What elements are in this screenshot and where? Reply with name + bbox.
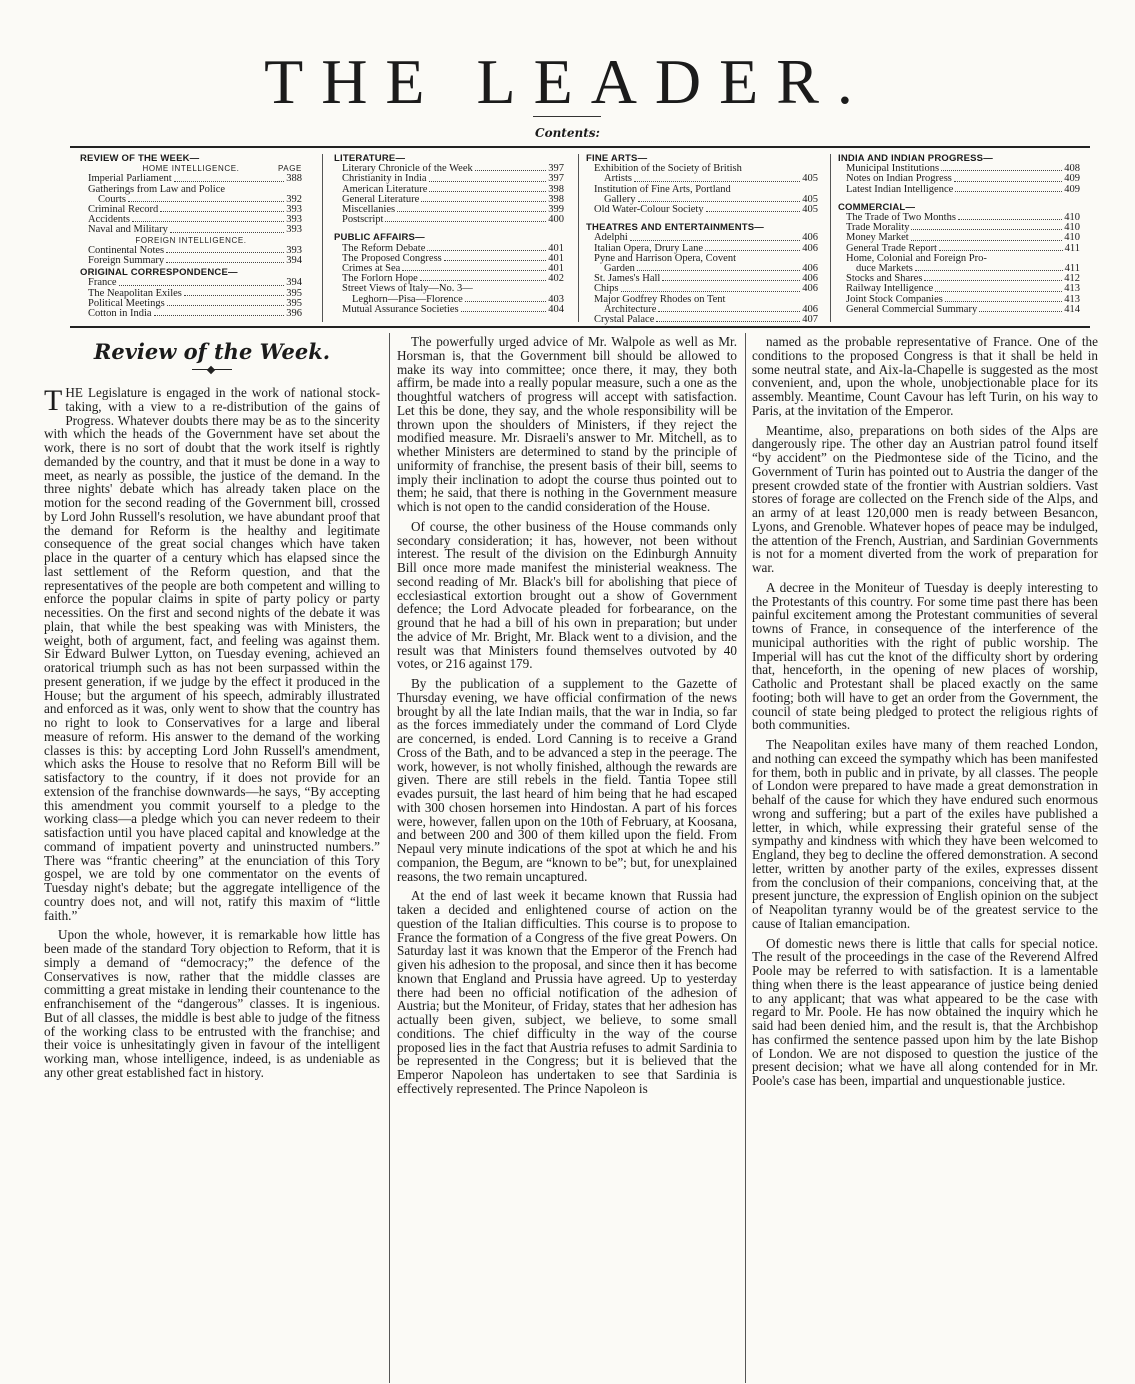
toc-entry-label: The Trade of Two Months — [846, 212, 956, 224]
toc-column-1 — [80, 152, 302, 319]
toc-leader-dots — [979, 305, 1062, 312]
article-paragraph — [44, 928, 380, 1079]
toc-entry-label: Street Views of Italy—No. 3— — [342, 283, 473, 295]
toc-leader-dots — [427, 244, 546, 251]
toc-leader-dots — [119, 278, 285, 285]
toc-entry-page: 393 — [286, 204, 302, 216]
toc-leader-dots — [397, 205, 546, 212]
toc-leader-dots — [915, 264, 1063, 271]
toc-entry-page: 407 — [802, 314, 818, 326]
toc-section-heading: COMMERCIAL— — [838, 201, 916, 213]
toc-leader-dots — [429, 174, 547, 181]
toc-section-heading: LITERATURE— — [334, 153, 406, 164]
toc-entry-label: Postscript — [342, 214, 384, 226]
toc-leader-dots — [154, 309, 285, 316]
toc-entry-label: Crystal Palace — [594, 314, 655, 326]
toc-section-heading: REVIEW OF THE WEEK— — [80, 153, 200, 164]
toc-entry-page: 408 — [1064, 163, 1080, 175]
toc-entry — [334, 215, 564, 225]
toc-entry-label: Political Meetings — [88, 297, 165, 309]
toc-entry-page: 395 — [286, 287, 302, 299]
toc-entry-page: 414 — [1064, 303, 1080, 315]
toc-entry-page: 410 — [1064, 222, 1080, 234]
toc-entry-label: Accidents — [88, 214, 130, 226]
toc-entry-page: 406 — [802, 303, 818, 315]
toc-leader-dots — [128, 195, 284, 202]
toc-subheading: HOME INTELLIGENCE. PAGE — [142, 164, 302, 174]
toc-entry-page: 405 — [802, 204, 818, 216]
toc-entry-page: 409 — [1064, 183, 1080, 195]
toc-leader-dots — [954, 174, 1062, 181]
toc-entry — [586, 315, 818, 325]
toc-entry-label: France — [88, 277, 117, 289]
toc-leader-dots — [385, 215, 546, 222]
article-paragraph — [44, 386, 380, 922]
toc-entry-label: Literary Chronicle of the Week — [342, 163, 473, 175]
table-of-contents — [70, 146, 1090, 328]
toc-entry-label: Leghorn—Pisa—Florence — [352, 293, 463, 305]
toc-leader-dots — [621, 284, 801, 291]
toc-entry-label: Institution of Fine Arts, Portland — [594, 183, 731, 195]
toc-entry-page: 398 — [548, 183, 564, 195]
article-column-1 — [44, 335, 380, 1080]
toc-section-heading: ORIGINAL CORRESPONDENCE— — [80, 267, 238, 279]
toc-leader-dots — [132, 215, 284, 222]
toc-entry-label: The Proposed Congress — [342, 252, 442, 264]
toc-entry-page: 411 — [1064, 242, 1080, 254]
toc-entry-label: General Trade Report — [846, 242, 937, 254]
article-column-2 — [397, 335, 737, 1096]
toc-entry-label: Gallery — [604, 193, 636, 205]
toc-leader-dots — [924, 274, 1062, 281]
toc-entry — [586, 274, 818, 284]
column-rule — [389, 333, 390, 1383]
toc-entry — [586, 205, 818, 215]
toc-entry-page: 413 — [1064, 293, 1080, 305]
toc-entry-label: Crimes at Sea — [342, 263, 401, 275]
article-column-3 — [752, 335, 1098, 1088]
toc-entry-label: Miscellanies — [342, 204, 396, 216]
toc-entry — [838, 185, 1080, 195]
toc-section-heading: INDIA AND INDIAN PROGRESS— — [838, 153, 993, 164]
toc-entry-page: 404 — [548, 303, 564, 315]
toc-leader-dots — [941, 164, 1062, 171]
toc-divider — [322, 154, 323, 322]
toc-page-label: PAGE — [277, 164, 302, 174]
toc-leader-dots — [174, 174, 285, 181]
article-paragraph: The Neapolitan exiles have many of them reached London, and nothing can exceed the sympathy which has been manifested for them, both in public and in private, by all classes. The people of London were prepared to have made a great demonstration in behalf of the cause for which they have endured such enormous wrong and suffering; but a part of the exiles have published a letter, in which, while expressing their grateful sense of the sympathy and kindness with which they have been welcomed to England, they beg to decline the offered demonstration. A second letter, written by another party of the exiles, expresses dissent from the conclusion of their companions, conceiving that, at the present juncture, the expression of English opinion on the subject of Neapolitan tyranny would be of the greatest service to the cause of Italian emancipation. — [752, 737, 1098, 931]
toc-leader-dots — [630, 233, 800, 240]
toc-leader-dots — [160, 205, 284, 212]
paragraph-text: Upon the whole, however, it is remarkable how little has been made of the standard Tory objection to Reform, that it is simply a demand of “democracy;” the defence of the Conservatives is now, rather that the middle classes are committing a great mistake in lending their countenance to the enfranchisement of the “dangerous” classes. It is ingenious. But of all classes, the middle is best able to judge of the fitness of the working class to be entrusted with the franchise; and their voice is unhesitatingly given in favour of the intelligent working man, whose intelligence, indeed, is as undeniable as any other great established fact in history. — [44, 927, 380, 1080]
toc-leader-dots — [638, 195, 801, 202]
toc-entry-page: 397 — [548, 173, 564, 185]
toc-entry — [334, 305, 564, 315]
toc-leader-dots — [444, 254, 547, 261]
toc-column-2 — [334, 152, 564, 315]
article-paragraph: Of domestic news there is little that calls for special notice. The result of the proceedings in the case of the Reverend Alfred Poole may be referred to with satisfaction. It is a lamentable thing when there is the least appearance of justice being denied to any applicant; that was what appeared to be the case with regard to Mr. Poole. He has now obtained the inquiry which he said had been denied him, and the result is, that the Archbishop has confirmed the sentence passed upon him by the late Bishop of London. We are not disposed to question the justice of the present decision; what we have all along contended for in Mr. Poole's case has been, impartial and unquestionable justice. — [752, 935, 1098, 1088]
toc-entry-page: 393 — [286, 244, 302, 256]
toc-entry-label: Municipal Institutions — [846, 163, 940, 175]
toc-entry-label: Architecture — [604, 303, 657, 315]
toc-entry-page: 406 — [802, 273, 818, 285]
toc-section-heading: PUBLIC AFFAIRS— — [334, 232, 425, 244]
toc-entry-label: Mutual Assurance Societies — [342, 303, 459, 315]
ornament-divider — [192, 369, 232, 370]
toc-entry-page: 394 — [286, 255, 302, 267]
toc-entry-label: Chips — [594, 283, 619, 295]
toc-entry-label: St. James's Hall — [594, 273, 661, 285]
toc-entry-label: Exhibition of the Society of British — [594, 163, 742, 175]
toc-entry-label: The Neapolitan Exiles — [88, 287, 182, 299]
toc-entry-label: Courts — [98, 193, 127, 205]
toc-entry-page: 401 — [548, 242, 564, 254]
toc-entry-label: Trade Morality — [846, 222, 910, 234]
toc-entry-label: Gatherings from Law and Police — [88, 183, 226, 195]
toc-entry-page: 388 — [286, 173, 302, 185]
toc-entry-page: 410 — [1064, 212, 1080, 224]
toc-divider — [578, 154, 579, 322]
article-paragraph: Meantime, also, preparations on both sides of the Alps are dangerously ripe. The other day an Austrian patrol found itself “by accident” on the Piedmontese side of the Ticino, and the Government of Turin has pointed out to Austria the danger of the present crowded state of the frontier with Austrian soldiers. Vast stores of forage are collected on the French side of the Alps, and an army of at least 120,000 men is ready between Besancon, Lyons, and Grenoble. Whatever hopes of peace may be indulged, the attention of the French, Austrian, and Sardinian Governments is not for a moment diverted from the work of preparation for war. — [752, 422, 1098, 575]
toc-entry-label: Old Water-Colour Society — [594, 204, 704, 216]
toc-entry-page: 401 — [548, 252, 564, 264]
toc-entry-page: 406 — [802, 263, 818, 275]
toc-leader-dots — [662, 274, 800, 281]
article-paragraph: At the end of last week it became known that Russia had taken a decided and enlightened course of action on the question of the Italian difficulties. This course is to propose to France the formation of a Congress of the five great Powers. On Saturday last it was known that the Emperor of the French had given his adhesion to the proposal, and since then it has become known that England and Prussia have agreed. Up to yesterday there had been no official notification of the adhesion of Austria; but the Moniteur, of Friday, states that her adhesion has actually been given, subject, we believe, to some small conditions. The chief difficulty in the way of the course proposed lies in the fact that Austria refuses to admit Sardinia to be represented in the Congress; but it is believed that the Emperor Napoleon has undertaken to see that Sardinia is effectively represented. The Prince Napoleon is — [397, 888, 737, 1096]
drop-cap: T — [44, 384, 63, 417]
toc-entry-page: 406 — [802, 232, 818, 244]
toc-leader-dots — [955, 185, 1062, 192]
toc-leader-dots — [429, 185, 546, 192]
toc-leader-dots — [706, 205, 801, 212]
article-heading: Review of the Week. — [93, 339, 331, 364]
toc-entry-label: Latest Indian Intelligence — [846, 183, 954, 195]
toc-entry-label: General Commercial Summary — [846, 303, 978, 315]
toc-entry-page: 401 — [548, 263, 564, 275]
toc-entry-label: The Forlorn Hope — [342, 273, 418, 285]
toc-entry-page: 397 — [548, 163, 564, 175]
toc-entry-label: Home, Colonial and Foreign Pro- — [846, 252, 987, 264]
toc-leader-dots — [170, 225, 284, 232]
toc-entry-page: 399 — [548, 204, 564, 216]
toc-entry-page: 412 — [1064, 273, 1080, 285]
toc-leader-dots — [461, 305, 547, 312]
toc-entry-label: Foreign Summary — [88, 255, 165, 267]
toc-entry-page: 395 — [286, 297, 302, 309]
toc-entry-page: 400 — [548, 214, 564, 226]
toc-entry-label: duce Markets — [856, 263, 913, 275]
toc-section-heading: FINE ARTS— — [586, 153, 648, 164]
masthead-title: THE LEADER. — [264, 46, 871, 117]
toc-leader-dots — [705, 244, 800, 251]
toc-entry-label: Garden — [604, 263, 635, 275]
toc-entry-label: The Reform Debate — [342, 242, 426, 254]
toc-leader-dots — [911, 233, 1063, 240]
toc-entry-label: Joint Stock Companies — [846, 293, 943, 305]
toc-column-4 — [838, 152, 1080, 315]
toc-entry-label: Notes on Indian Progress — [846, 173, 952, 185]
toc-entry-label: Naval and Military — [88, 224, 168, 236]
toc-leader-dots — [420, 274, 546, 281]
toc-leader-dots — [911, 223, 1062, 230]
toc-entry-label: Money Market — [846, 232, 909, 244]
toc-entry — [80, 225, 302, 235]
toc-leader-dots — [658, 305, 800, 312]
toc-entry — [838, 305, 1080, 315]
toc-entry-page: 402 — [548, 273, 564, 285]
contents-heading: Contents: — [535, 126, 600, 140]
toc-leader-dots — [945, 295, 1062, 302]
toc-entry-page: 411 — [1064, 263, 1080, 275]
toc-entry-page: 393 — [286, 224, 302, 236]
toc-leader-dots — [475, 164, 547, 171]
toc-section-heading: THEATRES AND ENTERTAINMENTS— — [586, 222, 765, 234]
column-rule — [745, 333, 746, 1383]
toc-entry-page: 413 — [1064, 283, 1080, 295]
toc-entry-label: Artists — [604, 173, 633, 185]
toc-entry — [80, 309, 302, 319]
toc-entry-label: Imperial Parliament — [88, 173, 172, 185]
toc-entry-label: Major Godfrey Rhodes on Tent — [594, 293, 726, 305]
toc-subheading: FOREIGN INTELLIGENCE. — [135, 235, 247, 245]
toc-leader-dots — [935, 284, 1062, 291]
toc-entry-page: 405 — [802, 173, 818, 185]
toc-entry-page: 410 — [1064, 232, 1080, 244]
toc-entry-label: General Literature — [342, 193, 420, 205]
toc-leader-dots — [421, 195, 546, 202]
toc-leader-dots — [656, 315, 800, 322]
toc-leader-dots — [166, 256, 284, 263]
article-paragraph: Of course, the other business of the House commands only secondary consideration; it has, however, not been without interest. The result of the division on the Edinburgh Annuity Bill once more made manifest the ministerial weakness. The second reading of Mr. Black's bill for abolishing that piece of ecclesiastical extortion brought out a show of Government defence; the Lord Advocate pleaded for forbearance, on the ground that he had a bill of his own in preparation; but under the advice of Mr. Bright, Mr. Black went to a division, and the result was that Ministers found themselves outvoted by 40 votes, or 216 against 179. — [397, 518, 737, 672]
toc-entry-label: Continental Notes — [88, 244, 165, 256]
toc-entry-label: American Literature — [342, 183, 428, 195]
article-paragraph: The powerfully urged advice of Mr. Walpole as well as Mr. Horsman is, that the Government bill should be allowed to make its way into committee; once there, it may, they both affirm, be made into a really popular measure, such a one as the thoughtful watchers of progress will accept with satisfaction. Let this be done, they say, and the whole responsibility will be thrown upon the shoulders of Ministers, if they reject the modified measure. Mr. Disraeli's answer to Mr. Mitchell, as to whether Ministers are determined to stand by the principle of uniformity of franchise, the present basis of their bill, seems to imply their inclination to adopt the course thus pointed out to them; he said, that there is nothing in the Government measure which is not open to the candid consideration of the House. — [397, 334, 737, 514]
toc-entry-page: 409 — [1064, 173, 1080, 185]
toc-entry-page: 403 — [548, 293, 564, 305]
toc-entry-label: Christianity in India — [342, 173, 427, 185]
paragraph-text: HE Legislature is engaged in the work of national stock-taking, with a view to a re-distribution of the gains of Progress. Whatever doubts there may be as to the sincerity with which the heads of the Government have set about the work, there is no sort of doubt that the work itself is rightly demanded by the country, and that it must be done in a way to meet, as nearly as possible, the justice of the demand. In the three nights' debate which has already taken place on the motion for the second reading of the Government bill, crossed by Lord John Russell's resolution, we have abundant proof that the demand for Reform is the healthy and legitimate consequence of the great social changes which have taken place in the quarter of a century which has elapsed since the last settlement of the Reform question, and that the representatives of the people are both competent and willing to enforce the popular claims in spite of party policy or party necessities. On the first and second nights of the debate it was plain, that while the best speaking was with Ministers, the weight, both of argument, fact, and feeling was against them. Sir Edward Bulwer Lytton, on Tuesday evening, achieved an oratorical triumph such as has not been surpassed within the present generation, if we judge by the effect it produced in the House; but the argument of his speech, admirably illustrated and enforced as it was, only went to show that the country has no right to look to Conservatives for a large and liberal measure of reform. His answer to the demand of the working classes is this: by accepting Lord John Russell's amendment, which asks the House to resolve that no Reform Bill will be satisfactory to the country, if it does not provide for an extension of the franchise downwards—he says, “By accepting this amendment you commit yourself to a pledge to the working class—a pledge which you can never redeem to their satisfaction until you have placed capital and knowledge at the command of impatient poverty and uninstructed numbers.” There was “frantic cheering” at the enunciation of this Tory gospel, we are told by one commentator on the events of Tuesday night's debate; but the aggregate intelligence of the country does not, and will not, ratify this maxim of “little faith.” — [44, 385, 380, 923]
toc-leader-dots — [402, 264, 546, 271]
toc-leader-dots — [465, 295, 546, 302]
toc-entry-label: Criminal Record — [88, 204, 159, 216]
toc-entry-label: Adelphi — [594, 232, 628, 244]
toc-entry-page: 398 — [548, 193, 564, 205]
toc-leader-dots — [166, 246, 284, 253]
toc-leader-dots — [167, 299, 285, 306]
toc-leader-dots — [637, 264, 800, 271]
toc-divider — [830, 154, 831, 322]
toc-leader-dots — [184, 289, 284, 296]
toc-entry-label: Italian Opera, Drury Lane — [594, 242, 704, 254]
toc-column-3 — [586, 152, 818, 325]
article-paragraph: By the publication of a supplement to the Gazette of Thursday evening, we have official confirmation of the news brought by all the late Indian mails, that the war in India, so far as the forces immediately under the command of Lord Clyde are concerned, is ended. Lord Canning is to receive a Grand Cross of the Bath, and to be advanced a step in the peerage. The work, however, is not wholly finished, although the rewards are given. There are still rebels in the field. Tantia Topee still evades pursuit, the last heard of him being that he had escaped with 300 chosen horsemen into Hindostan. A part of his forces were, however, fallen upon on the 10th of February, at Koosana, and between 200 and 300 of them killed upon the field. From Nepaul very minute indications of the spot at which he and his companion, the Begum, are “known to be”; but, for unexplained reasons, the two remain uncaptured. — [397, 676, 737, 884]
toc-leader-dots — [958, 213, 1062, 220]
article-paragraph: A decree in the Moniteur of Tuesday is deeply interesting to the Protestants of this country. For some time past there has been painful excitement among the Protestant communities of several towns of France, in consequence of the interference of the municipal authorities with the right of public worship. The Imperial will has cut the knot of the difficulty short by ordering that, henceforth, in the opening of new places of worship, Catholic and Protestant shall be placed exactly on the same footing; both will have to get an order from the Government, the council of state being pledged to protect the religious rights of both communities. — [752, 579, 1098, 733]
toc-entry-page: 393 — [286, 214, 302, 226]
toc-leader-dots — [634, 174, 800, 181]
toc-entry-label: Railway Intelligence — [846, 283, 934, 295]
toc-entry-label: Stocks and Shares — [846, 273, 923, 285]
toc-entry — [80, 256, 302, 266]
toc-leader-dots — [939, 244, 1063, 251]
toc-entry-page: 406 — [802, 242, 818, 254]
toc-entry-page: 406 — [802, 283, 818, 295]
toc-entry-page: 396 — [286, 308, 302, 320]
article-paragraph: named as the probable representative of France. One of the conditions to the proposed Congress is that it shall be held in some neutral state, and Aix-la-Chapelle is suggested as the most convenient, and, upon the whole, unobjectionable place for its assembly. Meantime, Count Cavour has left Turin, on his way to Paris, at the invitation of the Emperor. — [752, 334, 1098, 418]
toc-entry-page: 405 — [802, 193, 818, 205]
masthead-rule — [533, 116, 601, 117]
toc-entry-page: 394 — [286, 277, 302, 289]
toc-entry-label: Pyne and Harrison Opera, Covent — [594, 252, 737, 264]
toc-entry-label: Cotton in India — [88, 308, 152, 320]
toc-entry-page: 392 — [286, 193, 302, 205]
